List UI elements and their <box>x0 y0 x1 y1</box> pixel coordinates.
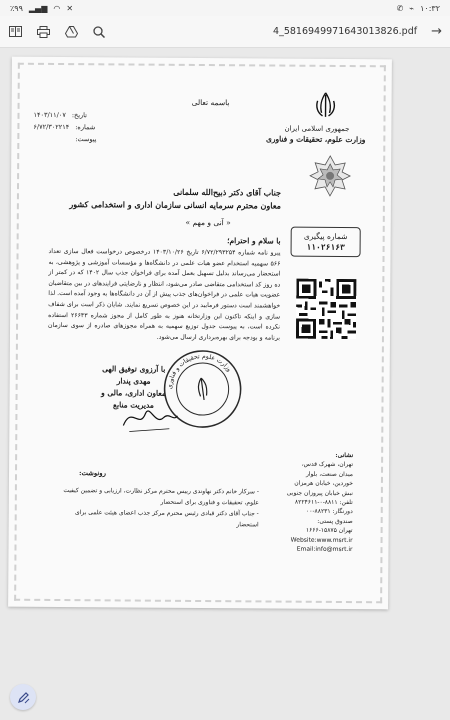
pdf-toolbar <box>0 16 450 48</box>
contact-website: Website:www.msrt.ir <box>290 536 353 544</box>
contact-line: میدان صنعت، بلوار <box>305 470 354 478</box>
number-label: شماره: <box>75 123 96 132</box>
tracking-number: ۱۱۰۲۶۱۶۳ <box>306 242 345 253</box>
greeting: با سلام و احترام؛ <box>227 236 281 246</box>
cc-item: - سرکار خانم دکتر نهاوندی رییس محترم مرکز نظارت، ارزیابی و تضمین کیفیت علوم، تحقیقات و فناوری برای استحضار <box>63 487 259 507</box>
pdf-filename: 4_5816949971643013826.pdf <box>273 26 418 37</box>
letter-body: پیرو نامه شماره ۶/۷۲/۲۹۳۲۵۴ تاریخ ۱۴۰۳/۱۰/۲۶ درخصوص درخواست فعال سازی تعداد ۵۶۶ سهمیه استخدام عضو هیات علمی در دانشگاه‌ها و مؤسسات آموزشی و پژوهشی، به استحضار می‌رساند بدلیل تسهیل بعمل آمده برای فراخوان جذب سال ۱۴۰۲ که در کمتر از ده روز کد استخدامی متقاضی صادر می‌شود، انتظار و نارضایتی فرایندهای در بین متقاضیان عضویت هیات علمی در فراخوان‌های جذب پیش از آن در دانشگاه‌ها به وجود آمده است. لذا خواهشمند است دستور فرمایید در این خصوص تسریع نمایند. شایان ذکر است برای شفاف سازی و اینکه تاکنون این وزارتخانه هنوز به طور کامل از مجوز شماره ۲۶۶۴۳ استفاده نکرده است، به پیوست جدول توزیع سهمیه به همراه مجوزهای صادره از سوی سازمان برنامه و بودجه برای بهره‌برداری ارسال می‌شود. <box>48 247 281 342</box>
number-value: ۶/۷۲/۳۰۲۲۱۴ <box>33 122 70 132</box>
status-time: ۱۰:۳۲ <box>420 3 440 13</box>
edit-pen-icon <box>17 691 30 704</box>
contact-line: تلفن: ۸۸۱۱-۰-۸۲۲۴۶۱۱ <box>294 498 353 507</box>
signer-name: مهدی پندار <box>116 376 151 386</box>
cc-item: - جناب آقای دکتر قبادی رئیس محترم مرکز جذب اعضای هیئت علمی برای استحضار <box>75 509 259 529</box>
close-icon: ✕ <box>66 3 74 13</box>
tracking-label: شماره پیگیری <box>303 231 348 242</box>
basmala: باسمه تعالی <box>191 97 230 108</box>
contact-line: صندوق پستی: <box>317 517 353 525</box>
arrow-right-icon[interactable]: → <box>431 24 442 39</box>
ministry-star-logo-icon <box>309 155 351 197</box>
cc-label: رونوشت: <box>78 469 106 478</box>
letter-meta <box>33 109 96 145</box>
status-left <box>10 4 73 13</box>
status-bar <box>0 0 450 16</box>
contact-line: نشانی: <box>335 451 354 460</box>
attachment-label: پیوست: <box>75 135 97 144</box>
call-icon: ✆ <box>396 3 404 13</box>
cc-list <box>59 485 259 530</box>
stamp-text: وزارت علوم تحقیقات و فناوری <box>166 352 233 390</box>
contact-line: تهران، شهرک قدس، <box>301 461 354 469</box>
edit-button[interactable] <box>10 684 36 710</box>
qr-code-icon <box>296 279 356 339</box>
date-value: ۱۴۰۳/۱۱/۰۷ <box>33 110 66 120</box>
iran-emblem-icon <box>311 91 339 121</box>
contact-line: خوردین، خیابان هرمزان <box>294 479 353 488</box>
signer-title: معاون اداری، مالی و مدیریت منابع <box>101 388 166 410</box>
signature-icon <box>119 395 179 435</box>
date-label: تاریخ: <box>71 111 87 120</box>
letter-subject: « آنی و مهم » <box>185 217 231 228</box>
contact-email: Email:info@msrt.ir <box>296 545 353 554</box>
share-icon: ⌁ <box>409 3 415 13</box>
toolbar-icons <box>8 25 106 39</box>
contact-line: تهران ۱۵۸۷۵-۱۶۶۶ <box>305 526 353 535</box>
addressee <box>51 185 281 213</box>
print-icon[interactable] <box>36 25 50 39</box>
scanned-letter <box>8 57 392 610</box>
status-right <box>397 4 440 13</box>
wifi-icon: ◠ <box>53 3 61 13</box>
contact-line: نبش خیابان پیروزان جنوبی <box>286 489 353 497</box>
drive-icon[interactable] <box>64 25 78 39</box>
tracking-number-box <box>291 227 361 257</box>
ministry-name: وزارت علوم، تحقیقات و فناوری <box>265 134 366 145</box>
signal-icon: ▂▄▆ <box>28 3 48 13</box>
gov-line-1: جمهوری اسلامی ایران <box>284 124 350 134</box>
addressee-name: جناب آقای دکتر ذبیح‌الله سلمانی <box>173 186 282 198</box>
reader-mode-icon[interactable] <box>8 25 22 39</box>
closing-salutation: با آرزوی توفیق الهی <box>102 364 166 374</box>
addressee-title: معاون محترم سرمایه انسانی سازمان اداری و استخدامی کشور <box>69 199 281 211</box>
contact-block <box>262 450 353 554</box>
battery-level: ٪۹۹ <box>10 3 23 13</box>
contact-line: دورنگار: ۸۸۲۳۱-۰۰ <box>306 508 353 516</box>
search-icon[interactable] <box>92 25 106 39</box>
